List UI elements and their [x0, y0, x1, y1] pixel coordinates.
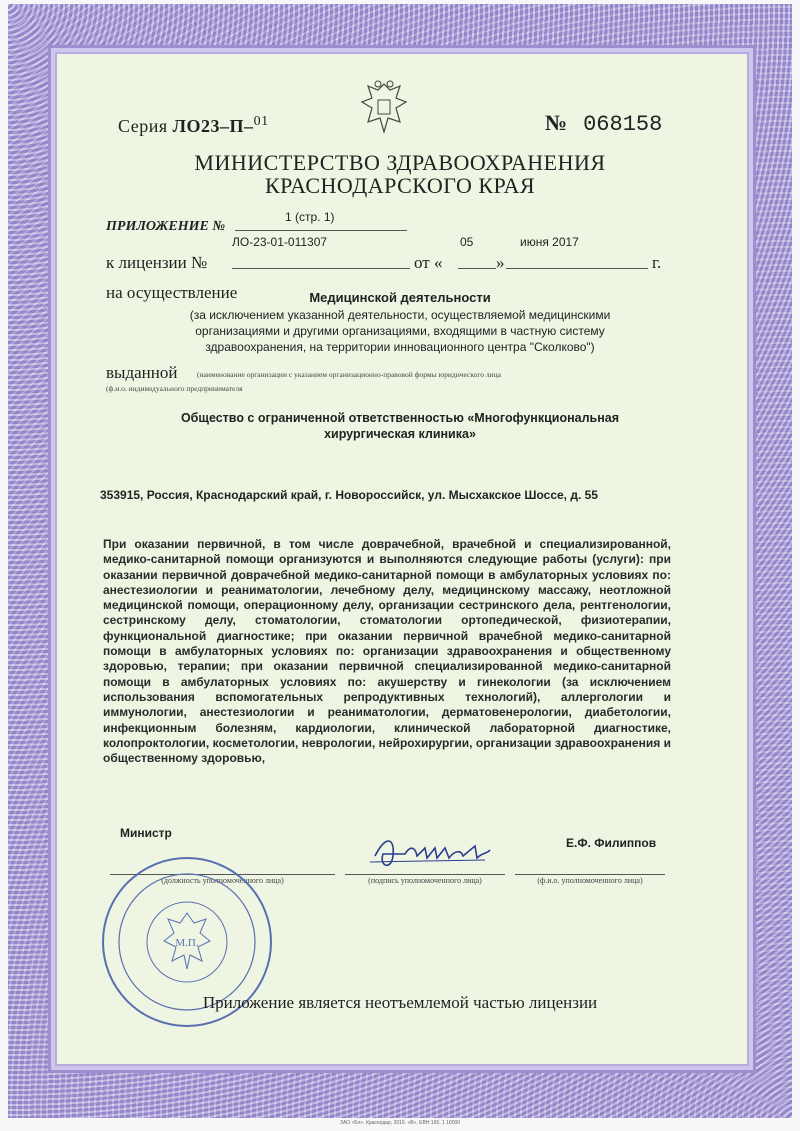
org-address: 353915, Россия, Краснодарский край, г. Новороссийск, ул. Мысхакское Шоссе, д. 55 — [100, 488, 598, 502]
handwritten-signature — [365, 826, 495, 876]
series — [118, 114, 269, 137]
org-name-line-1: Общество с ограниченной ответственностью «Многофункциональная — [180, 411, 620, 425]
form-number — [545, 110, 662, 137]
caption-position: (должность уполномоченного лица) — [110, 874, 335, 885]
activity-label: на осуществление — [106, 283, 238, 302]
license-from: от « — [414, 253, 443, 272]
number-value: 068158 — [583, 112, 663, 137]
printer-imprint: ЗАО «Бл». Краснодар, 2016. «В», ЕВН 165, 1 10000 — [339, 1120, 461, 1126]
number-sign: № — [545, 110, 568, 135]
series-value: ЛО23–П– — [172, 116, 254, 136]
license-day-close: » — [496, 253, 505, 272]
license-month-year: июня 2017 — [520, 235, 579, 249]
series-sup: 01 — [253, 114, 269, 129]
coat-of-arms-icon — [356, 78, 412, 138]
footer-note: Приложение является неотъемлемой частью лицензии — [202, 993, 598, 1012]
activity-title: Медицинской деятельности — [309, 290, 491, 305]
org-name-line-2: хирургическая клиника» — [324, 427, 476, 441]
caption-name: (ф.и.о. уполномоченного лица) — [515, 874, 665, 885]
appendix-underline — [235, 230, 407, 231]
license-month-line — [506, 268, 648, 269]
ministry-line-2: КРАСНОДАРСКОГО КРАЯ — [264, 173, 536, 198]
issued-hint-1: (наименование организации с указанием организационно-правовой формы юридического лица — [197, 370, 501, 379]
activity-note: (за исключением указанной деятельности, осуществляемой медицинскими организациями и другими организациями, входящими в частную систему здравоохранения, на территории инновационного центра "Сколково") — [189, 308, 611, 354]
license-day: 05 — [460, 235, 474, 249]
services-text: При оказании первичной, в том числе доврачебной, врачебной и специализированной, медико-санитарной помощи организуются и выполняются следующие работы (услуги): при оказании первичной доврачебной медико-санитарной помощи в амбулаторных условиях по: анестезиологии и реаниматологии, лечебному делу, медицинскому массажу, неотложной медицинской помощи, операционному делу, организации сестринского дела, рентгенологии, сестринскому делу, стоматологии, стоматологии ортопедической, физиотерапии, функциональной диагностике; при оказании первичной врачебной медико-санитарной помощи в амбулаторных условиях по: организации здравоохранения и общественному здоровью, терапии; при оказании первичной специализированной медико-санитарной помощи в амбулаторных условиях по: акушерству и гинекологии (за исключением использования вспомогательных репродуктивных технологий), аллергологии и иммунологии, анестезиологии и реаниматологии, дерматовенерологии, диабетологии, инфекционным болезням, кардиологии, клинической лабораторной диагностике, колопроктологии, косметологии, неврологии, нейрохирургии, организации здравоохранения и общественному здоровью, — [103, 537, 671, 766]
license-number: ЛО-23-01-011307 — [232, 235, 328, 249]
signatory-position: Министр — [120, 826, 172, 840]
svg-text:М.П.: М.П. — [175, 937, 199, 949]
series-label: Серия — [118, 116, 168, 136]
issued-label: выданной — [106, 363, 178, 382]
license-year-suffix: г. — [652, 253, 662, 272]
license-day-line — [458, 268, 496, 269]
issued-hint-2: (ф.и.о. индивидуального предпринимателя — [106, 384, 243, 393]
license-label: к лицензии № — [106, 253, 208, 272]
caption-signature: (подпись уполномоченного лица) — [345, 874, 505, 885]
appendix-value: 1 (стр. 1) — [285, 210, 335, 224]
signatory-name: Е.Ф. Филиппов — [566, 836, 657, 850]
ministry-line-1: МИНИСТЕРСТВО ЗДРАВООХРАНЕНИЯ — [194, 150, 606, 175]
license-number-line — [232, 268, 410, 269]
appendix-label: ПРИЛОЖЕНИЕ № — [106, 219, 226, 234]
